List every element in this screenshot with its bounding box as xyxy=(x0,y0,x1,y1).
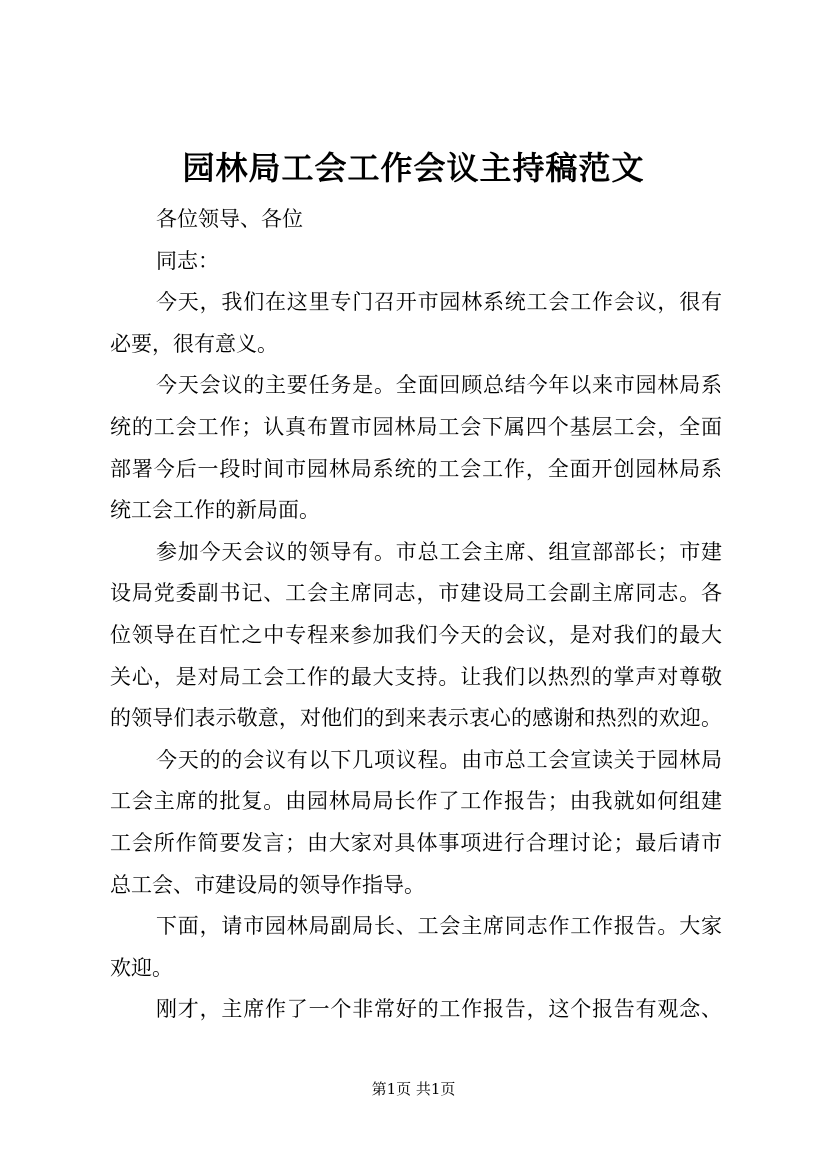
paragraph-line: 关心，是对局工会工作的最大支持。让我们以热烈的掌声对尊敬 xyxy=(110,664,722,689)
paragraph-line: 必要，很有意义。 xyxy=(110,331,278,356)
paragraph-line: 今天的的会议有以下几项议程。由市总工会宣读关于园林局 xyxy=(156,747,722,772)
paragraph-line: 统的工会工作；认真布置市园林局工会下属四个基层工会，全面 xyxy=(110,414,722,439)
paragraph-line: 统工会工作的新局面。 xyxy=(110,498,320,523)
page-footer: 第1页 共1页 xyxy=(371,1080,456,1098)
paragraph-line: 总工会、市建设局的领导作指导。 xyxy=(110,872,425,897)
paragraph-line: 同志： xyxy=(156,248,219,273)
paragraph-line: 部署今后一段时间市园林局系统的工会工作，全面开创园林局系 xyxy=(110,456,722,481)
paragraph-line: 工会所作简要发言；由大家对具体事项进行合理讨论；最后请市 xyxy=(110,830,722,855)
paragraph-line: 位领导在百忙之中专程来参加我们今天的会议，是对我们的最大 xyxy=(110,622,722,647)
paragraph-line: 今天，我们在这里专门召开市园林系统工会工作会议，很有 xyxy=(156,290,722,315)
paragraph-line: 参加今天会议的领导有。市总工会主席、组宣部部长；市建 xyxy=(156,539,722,564)
document-title: 园林局工会工作会议主持稿范文 xyxy=(182,149,645,187)
paragraph-line: 的领导们表示敬意，对他们的到来表示衷心的感谢和热烈的欢迎。 xyxy=(110,706,722,731)
paragraph-line: 设局党委副书记、工会主席同志，市建设局工会副主席同志。各 xyxy=(110,581,722,606)
paragraph-line: 欢迎。 xyxy=(110,955,173,980)
paragraph-line: 工会主席的批复。由园林局局长作了工作报告；由我就如何组建 xyxy=(110,789,722,814)
paragraph-line: 下面，请市园林局副局长、工会主席同志作工作报告。大家 xyxy=(156,914,722,939)
document-body xyxy=(110,199,722,1031)
paragraph-line: 刚才，主席作了一个非常好的工作报告，这个报告有观念、 xyxy=(156,997,722,1022)
paragraph-line: 各位领导、各位 xyxy=(156,207,303,231)
paragraph-line: 今天会议的主要任务是。全面回顾总结今年以来市园林局系 xyxy=(156,373,722,398)
